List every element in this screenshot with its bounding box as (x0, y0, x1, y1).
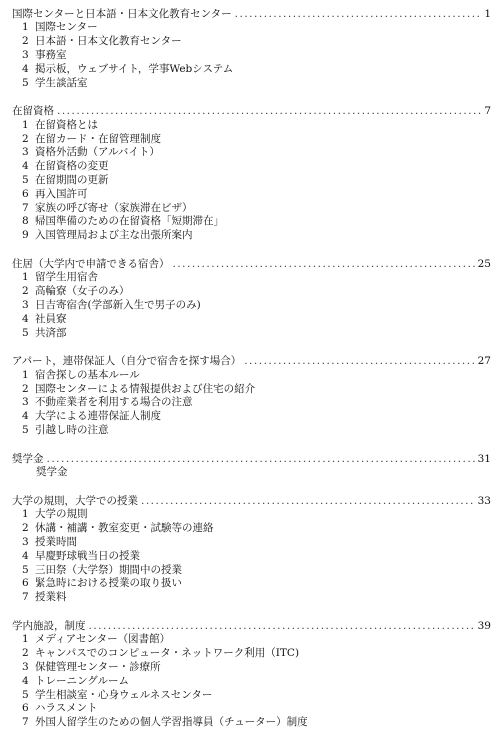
item-number: 2 (22, 382, 29, 395)
section-heading[interactable] (12, 620, 491, 633)
section-items (12, 633, 491, 730)
list-item[interactable] (12, 702, 491, 716)
section-items (12, 466, 491, 480)
toc-section (12, 355, 491, 437)
item-label: 授業時間 (35, 535, 77, 548)
item-label: 帰国準備のための在留資格「短期滞在」 (35, 215, 224, 228)
item-number: 1 (22, 118, 29, 131)
item-number: 4 (22, 410, 29, 423)
item-label: 不動産業者を利用する場合の注意 (35, 396, 193, 409)
section-items (12, 508, 491, 605)
toc-section (12, 453, 491, 480)
list-item[interactable] (12, 327, 491, 341)
toc-section (12, 495, 491, 605)
list-item[interactable] (12, 21, 491, 35)
item-label: 在留期間の更新 (35, 173, 109, 186)
section-title: アパート，連帯保証人（自分で宿舎を探す場合） (12, 355, 242, 368)
section-items (12, 271, 491, 340)
item-label: 入国管理局および主な出張所案内 (35, 229, 193, 242)
item-label: 緊急時における授業の取り扱い (35, 577, 182, 590)
item-label: 事務室 (35, 49, 67, 61)
dot-leader (173, 258, 475, 271)
list-item[interactable] (12, 508, 491, 522)
item-number: 5 (22, 326, 29, 339)
item-number: 7 (22, 201, 29, 214)
item-label: 授業料 (35, 591, 67, 604)
dot-leader (141, 495, 475, 508)
list-item[interactable] (12, 591, 491, 605)
page-number: 1 (484, 8, 491, 20)
item-label: 在留資格とは (35, 118, 98, 131)
list-item[interactable] (12, 689, 491, 703)
list-item[interactable] (12, 564, 491, 578)
section-heading[interactable] (12, 258, 491, 271)
section-heading[interactable] (12, 495, 491, 508)
list-item[interactable] (12, 647, 491, 661)
item-number: 4 (22, 312, 29, 325)
item-number: 5 (22, 173, 29, 186)
dot-leader (235, 8, 482, 21)
item-number: 2 (22, 647, 29, 660)
dot-leader (244, 355, 474, 368)
list-item[interactable] (12, 49, 491, 63)
list-item[interactable] (12, 215, 491, 229)
item-number: 5 (22, 76, 29, 89)
item-label: ハラスメント (35, 702, 98, 715)
item-number: 5 (22, 423, 29, 436)
section-items (12, 369, 491, 438)
dot-leader (57, 105, 481, 118)
item-label: 日吉寄宿舎(学部新入生で男子のみ) (35, 298, 201, 311)
list-item[interactable] (12, 63, 491, 77)
list-item[interactable] (12, 716, 491, 730)
item-label: 留学生用宿舎 (35, 271, 98, 284)
list-item[interactable] (12, 369, 491, 383)
item-label: 休講・補講・教室変更・試験等の連絡 (35, 522, 214, 535)
item-number: 3 (22, 298, 29, 311)
item-number: 7 (22, 716, 29, 729)
item-number: 3 (22, 660, 29, 673)
item-label: 在留カード・在留管理制度 (35, 132, 161, 145)
toc-section (12, 620, 491, 730)
item-label: 宿舎探しの基本ルール (35, 368, 140, 381)
list-item[interactable] (12, 35, 491, 49)
list-item[interactable] (12, 77, 491, 91)
section-items (12, 119, 491, 243)
page-number: 33 (477, 494, 491, 507)
item-number: 1 (22, 271, 29, 284)
list-item[interactable] (12, 661, 491, 675)
toc-section (12, 8, 491, 90)
item-label: 奨学金 (36, 466, 68, 479)
list-item[interactable] (12, 466, 491, 480)
list-item[interactable] (12, 271, 491, 285)
page-number: 31 (477, 452, 491, 465)
list-item[interactable] (12, 146, 491, 160)
item-label: 日本語・日本文化教育センター (35, 35, 182, 48)
section-title: 在留資格 (12, 105, 54, 118)
item-label: 高輪寮（女子のみ） (35, 285, 130, 298)
list-item[interactable] (12, 577, 491, 591)
item-label: 国際センターによる情報提供および住宅の紹介 (35, 382, 256, 395)
item-label: メディアセンター（図書館） (35, 633, 171, 646)
item-label: 掲示板，ウェブサイト，学事Webシステム (35, 62, 234, 75)
list-item[interactable] (12, 424, 491, 438)
list-item[interactable] (12, 633, 491, 647)
list-item[interactable] (12, 522, 491, 536)
list-item[interactable] (12, 133, 491, 147)
item-label: 外国人留学生のための個人学習指導員（チューター）制度 (35, 716, 308, 729)
section-heading[interactable] (12, 355, 491, 368)
section-title: 国際センターと日本語・日本文化教育センター (12, 8, 232, 20)
section-heading[interactable] (12, 453, 491, 466)
item-number: 1 (22, 633, 29, 646)
dot-leader (89, 620, 475, 633)
page-number: 39 (477, 619, 491, 632)
item-number: 4 (22, 674, 29, 687)
page-number: 7 (484, 105, 491, 118)
item-number: 4 (22, 62, 29, 75)
item-label: 在留資格の変更 (35, 160, 109, 173)
item-label: 学生相談室・心身ウェルネスセンター (35, 688, 213, 701)
item-label: 社員寮 (35, 312, 67, 325)
list-item[interactable] (12, 313, 491, 327)
list-item[interactable] (12, 536, 491, 550)
item-label: 大学による連帯保証人制度 (35, 410, 161, 423)
item-number: 5 (22, 563, 29, 576)
section-title: 住居（大学内で申請できる宿舎） (12, 257, 170, 270)
page-number: 25 (477, 257, 491, 270)
list-item[interactable] (12, 383, 491, 397)
item-number: 6 (22, 577, 29, 590)
item-label: 引越し時の注意 (35, 423, 109, 436)
item-number: 6 (22, 187, 29, 200)
list-item[interactable] (12, 396, 491, 410)
item-label: 学生談話室 (35, 76, 88, 89)
list-item[interactable] (12, 299, 491, 313)
list-item[interactable] (12, 188, 491, 202)
item-number: 4 (22, 160, 29, 173)
item-label: 早慶野球戦当日の授業 (35, 549, 140, 562)
section-items (12, 21, 491, 90)
list-item[interactable] (12, 174, 491, 188)
item-number: 1 (22, 508, 29, 521)
list-item[interactable] (12, 160, 491, 174)
section-title: 奨学金 (12, 452, 44, 465)
item-label: 資格外活動（アルバイト） (35, 146, 160, 159)
list-item[interactable] (12, 229, 491, 243)
section-title: 大学の規則，大学での授業 (12, 494, 138, 507)
item-number: 3 (22, 535, 29, 548)
list-item[interactable] (12, 285, 491, 299)
item-label: 再入国許可 (35, 187, 88, 200)
item-number: 7 (22, 591, 29, 604)
toc-section (12, 258, 491, 340)
item-number: 9 (22, 229, 29, 242)
list-item[interactable] (12, 410, 491, 424)
page-number: 27 (477, 355, 491, 368)
section-title: 学内施設，制度 (12, 619, 86, 632)
item-number: 5 (22, 688, 29, 701)
item-number: 1 (22, 21, 29, 34)
item-number: 3 (22, 49, 29, 61)
item-label: 三田祭（大学祭）期間中の授業 (35, 563, 182, 576)
item-number: 3 (22, 146, 29, 159)
list-item[interactable] (12, 202, 491, 216)
item-number: 6 (22, 702, 29, 715)
item-label: 保健管理センター・診療所 (35, 660, 161, 673)
item-label: 家族の呼び寄せ（家族滞在ビザ） (35, 201, 193, 214)
item-label: キャンパスでのコンピュータ・ネットワーク利用（ITC) (35, 647, 300, 660)
item-label: 共済部 (35, 326, 67, 339)
section-heading[interactable] (12, 8, 491, 21)
item-number: 2 (22, 285, 29, 298)
list-item[interactable] (12, 550, 491, 564)
item-number: 2 (22, 35, 29, 48)
item-label: 国際センター (35, 21, 98, 34)
item-number: 8 (22, 215, 29, 228)
item-number: 3 (22, 396, 29, 409)
list-item[interactable] (12, 675, 491, 689)
item-number: 1 (22, 368, 29, 381)
item-number: 2 (22, 132, 29, 145)
toc-section (12, 105, 491, 243)
section-heading[interactable] (12, 105, 491, 118)
item-number: 2 (22, 522, 29, 535)
list-item[interactable] (12, 119, 491, 133)
item-label: 大学の規則 (35, 508, 88, 521)
dot-leader (47, 453, 475, 466)
item-number: 4 (22, 549, 29, 562)
item-label: トレーニングルーム (35, 674, 129, 687)
